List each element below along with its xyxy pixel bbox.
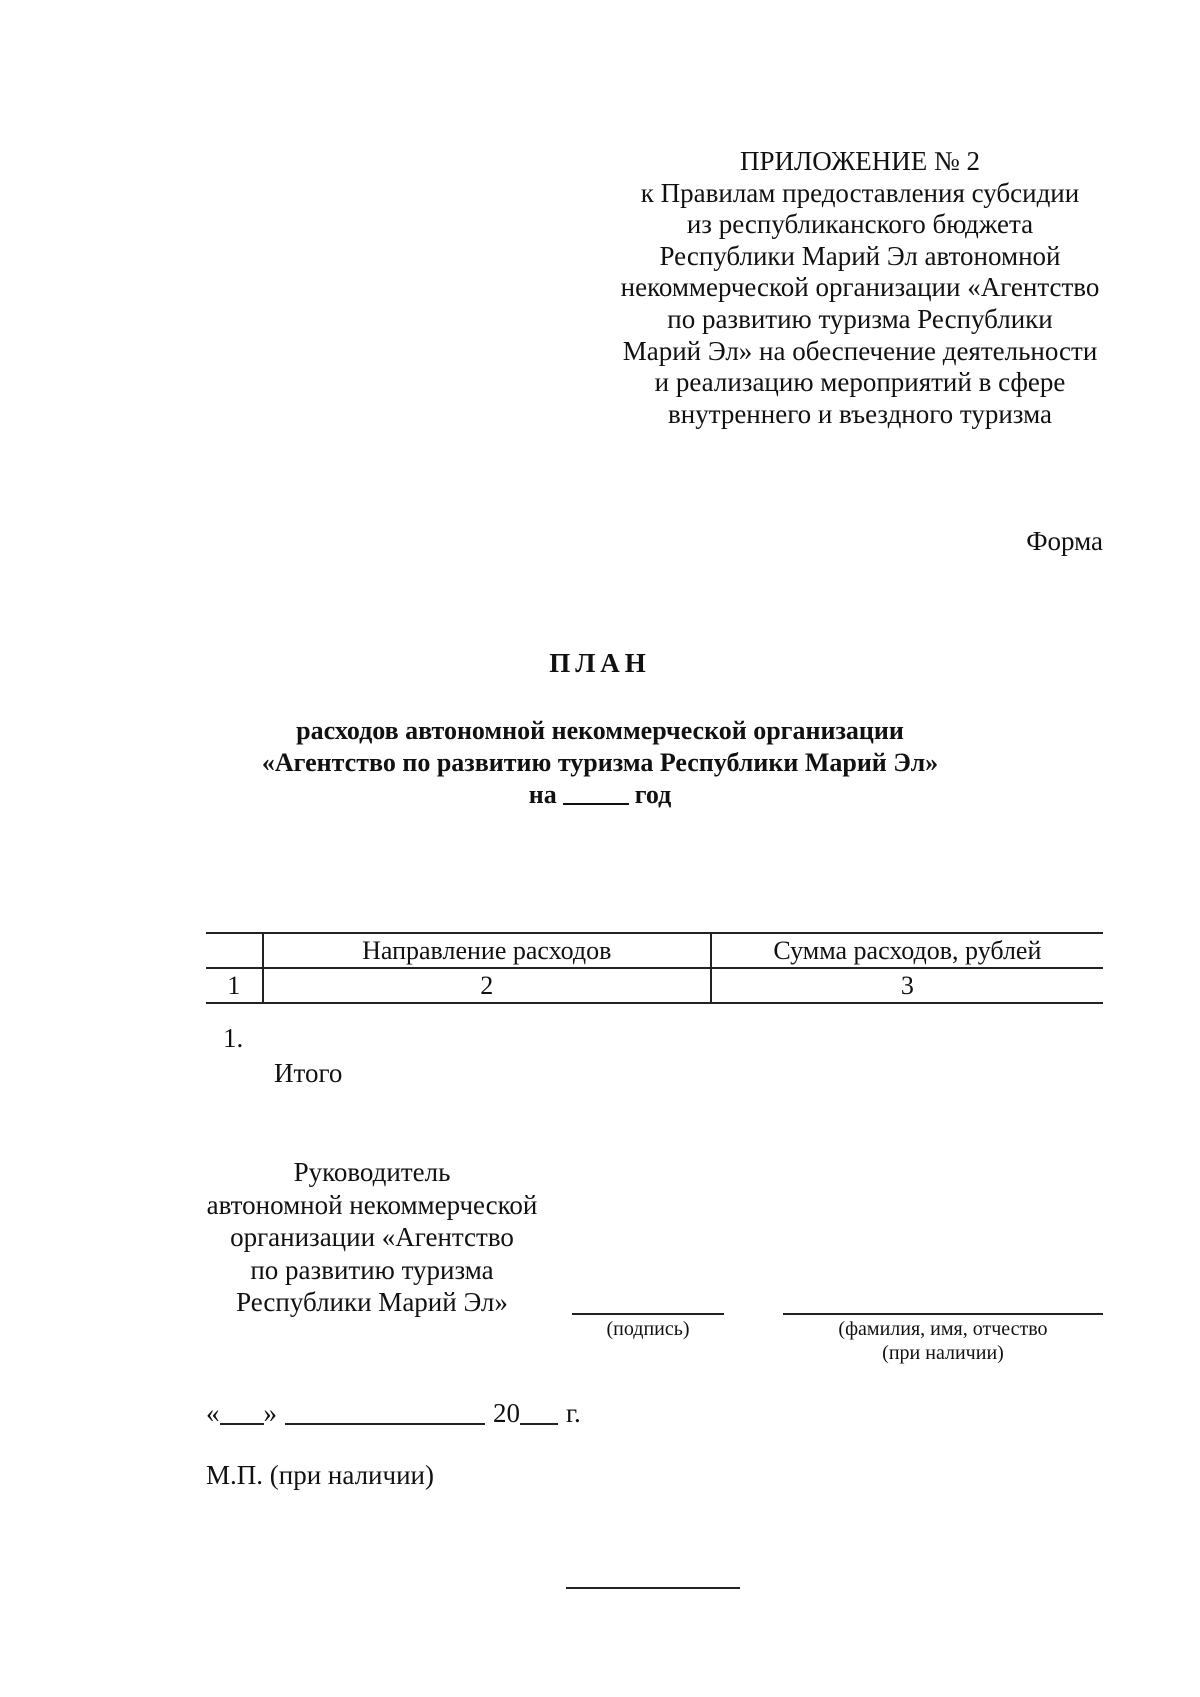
full-name-caption <box>783 1317 1103 1365</box>
appendix-line: Марий Эл» на обеспечение деятельности <box>622 335 1098 366</box>
signature-caption: (подпись) <box>606 1318 690 1340</box>
appendix-line: некоммерческой организации «Агентство <box>620 272 1100 303</box>
appendix-line: к Правилам предоставления субсидии <box>640 177 1080 208</box>
signer-line: по развитию туризма <box>250 1254 494 1285</box>
subtitle-year-line <box>0 779 1200 811</box>
full-name-caption-line-2: (при наличии) <box>882 1342 1004 1364</box>
date-close-quote: » <box>263 1398 277 1428</box>
subtitle-line-2: «Агентство по развитию туризма Республики Марий Эл» <box>261 748 939 777</box>
footer-divider <box>566 1587 740 1589</box>
signer-block <box>196 1156 548 1319</box>
subtitle-line-1: расходов автономной некоммерческой организации <box>296 716 904 745</box>
appendix-line: внутреннего и въездного туризма <box>668 398 1052 429</box>
signer-line: автономной некоммерческой <box>206 1189 538 1220</box>
date-open-quote: « <box>206 1398 220 1428</box>
document-title: ПЛАН <box>549 648 651 678</box>
appendix-line: по развитию туризма Республики <box>667 303 1053 334</box>
appendix-line: и реализацию мероприятий в сфере <box>654 367 1066 398</box>
signer-line: Руководитель <box>293 1157 451 1187</box>
signer-line: Республики Марий Эл» <box>236 1287 508 1317</box>
date-year-suffix: г. <box>566 1398 581 1428</box>
total-label: Итого <box>274 1058 343 1088</box>
column-number-2: 2 <box>263 968 711 1003</box>
header-cell-direction: Направление расходов <box>263 933 711 968</box>
header-cell-amount: Сумма расходов, рублей <box>711 933 1103 968</box>
appendix-line: Республики Марий Эл автономной <box>659 240 1061 271</box>
date-row <box>206 1398 581 1429</box>
appendix-header <box>600 146 1120 430</box>
full-name-caption-line-1: (фамилия, имя, отчество <box>838 1318 1048 1340</box>
appendix-line: из республиканского бюджета <box>686 209 1034 240</box>
form-label: Форма <box>1026 526 1103 556</box>
table-header-row <box>206 933 1103 968</box>
date-year-prefix: 20 <box>493 1398 520 1428</box>
table-column-number-row <box>206 968 1103 1003</box>
document-subtitle <box>0 715 1200 811</box>
year-prefix: на <box>528 780 557 809</box>
row-number: 1. <box>223 1023 244 1053</box>
year-suffix: год <box>634 780 672 809</box>
year-digits-blank <box>520 1423 558 1425</box>
stamp-place: М.П. (при наличии) <box>206 1460 434 1490</box>
signature-line <box>572 1313 724 1315</box>
year-blank <box>563 803 629 805</box>
day-blank <box>220 1423 264 1425</box>
header-cell-number <box>206 933 263 968</box>
appendix-line: ПРИЛОЖЕНИЕ № 2 <box>739 146 981 176</box>
month-blank <box>285 1423 485 1425</box>
full-name-line <box>783 1313 1103 1315</box>
expense-table <box>206 932 1103 1004</box>
column-number-3: 3 <box>711 968 1103 1003</box>
column-number-1: 1 <box>206 968 263 1003</box>
signer-line: организации «Агентство <box>230 1222 514 1252</box>
